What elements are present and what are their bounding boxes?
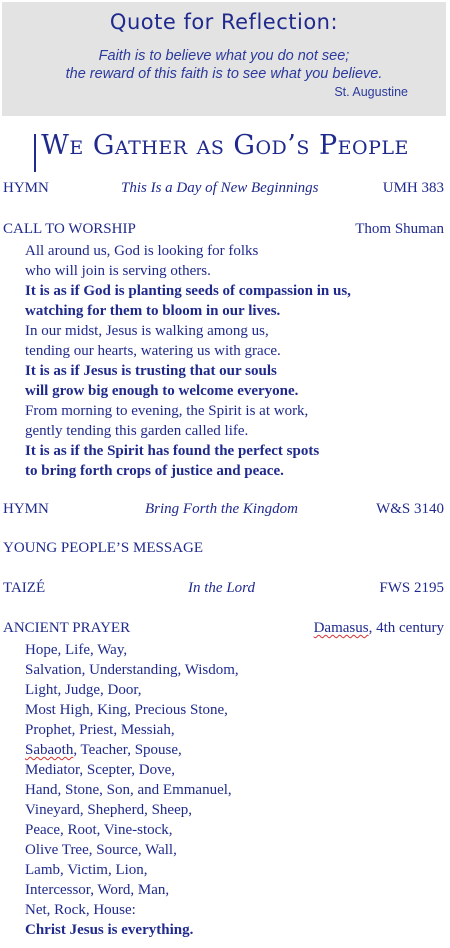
ancient-prayer-author — [314, 620, 444, 637]
ancient-prayer-row — [3, 620, 444, 642]
prayer-line: Hope, Life, Way, — [25, 642, 128, 658]
prayer-line: Peace, Root, Vine-stock, — [25, 822, 173, 838]
call-response-line: will grow big enough to welcome everyone. — [25, 383, 299, 399]
call-to-worship-label: CALL TO WORSHIP — [3, 221, 136, 237]
call-response-line: to bring forth crops of justice and peace. — [25, 463, 284, 479]
call-response-line: It is as if Jesus is trusting that our souls — [25, 363, 277, 379]
call-line: gently tending this garden called life. — [25, 423, 249, 439]
ancient-prayer-text — [25, 640, 445, 940]
hymn-ref: W&S 3140 — [376, 501, 444, 517]
quote-heading: Quote for Reflection: — [109, 10, 339, 34]
prayer-line: Light, Judge, Door, — [25, 682, 142, 698]
prayer-line: Mediator, Scepter, Dove, — [25, 762, 175, 778]
prayer-line: Hand, Stone, Son, and Emmanuel, — [25, 782, 232, 798]
section-title: We Gather as God’s People — [41, 130, 409, 161]
ancient-prayer-label: ANCIENT PRAYER — [3, 620, 131, 636]
hymn-row-2 — [3, 501, 444, 523]
prayer-line: Net, Rock, House: — [25, 902, 136, 918]
young-peoples-message-row — [3, 540, 444, 562]
prayer-line — [25, 740, 445, 760]
prayer-line: Most High, King, Precious Stone, — [25, 702, 228, 718]
taize-label: TAIZÉ — [3, 580, 46, 596]
hymn-title: This Is a Day of New Beginnings — [121, 180, 319, 196]
hymn-title: Bring Forth the Kingdom — [145, 501, 298, 517]
quote-box — [2, 2, 446, 116]
quote-attribution: St. Augustine — [334, 85, 408, 99]
quote-line-2: the reward of this faith is to see what you believe. — [65, 66, 383, 82]
taize-ref: FWS 2195 — [379, 580, 444, 596]
prayer-line-rest: , Teacher, Spouse, — [73, 742, 182, 758]
prayer-line: Lamb, Victim, Lion, — [25, 862, 148, 878]
call-line: who will join is serving others. — [25, 263, 211, 279]
quote-line-1: Faith is to believe what you do not see; — [98, 48, 350, 64]
hymn-label: HYMN — [3, 501, 49, 517]
call-to-worship-row — [3, 221, 444, 243]
hymn-row-1 — [3, 180, 444, 202]
prayer-line: Vineyard, Shepherd, Sheep, — [25, 802, 192, 818]
call-line: In our midst, Jesus is walking among us, — [25, 323, 269, 339]
hymn-label: HYMN — [3, 180, 49, 196]
prayer-line: Olive Tree, Source, Wall, — [25, 842, 177, 858]
prayer-line: Salvation, Understanding, Wisdom, — [25, 662, 239, 678]
call-response-line: It is as if God is planting seeds of compassion in us, — [25, 283, 351, 299]
author-name: Damasus — [313, 620, 369, 636]
call-line: tending our hearts, watering us with grace. — [25, 343, 281, 359]
call-line: From morning to evening, the Spirit is at work, — [25, 403, 309, 419]
prayer-line: Intercessor, Word, Man, — [25, 882, 170, 898]
prayer-closing-line: Christ Jesus is everything. — [25, 922, 194, 938]
taize-row — [3, 580, 444, 602]
hymn-ref: UMH 383 — [382, 180, 444, 196]
call-response-line: watching for them to bloom in our lives. — [25, 303, 281, 319]
call-to-worship-author: Thom Shuman — [355, 221, 444, 237]
sabaoth-word: Sabaoth — [25, 742, 74, 758]
author-century: , 4th century — [368, 620, 444, 636]
young-peoples-message-label: YOUNG PEOPLE’S MESSAGE — [3, 540, 204, 556]
call-line: All around us, God is looking for folks — [25, 243, 259, 259]
call-response-line: It is as if the Spirit has found the perfect spots — [25, 443, 320, 459]
call-to-worship-text — [25, 241, 445, 481]
prayer-line: Prophet, Priest, Messiah, — [25, 722, 175, 738]
taize-title: In the Lord — [188, 580, 255, 596]
